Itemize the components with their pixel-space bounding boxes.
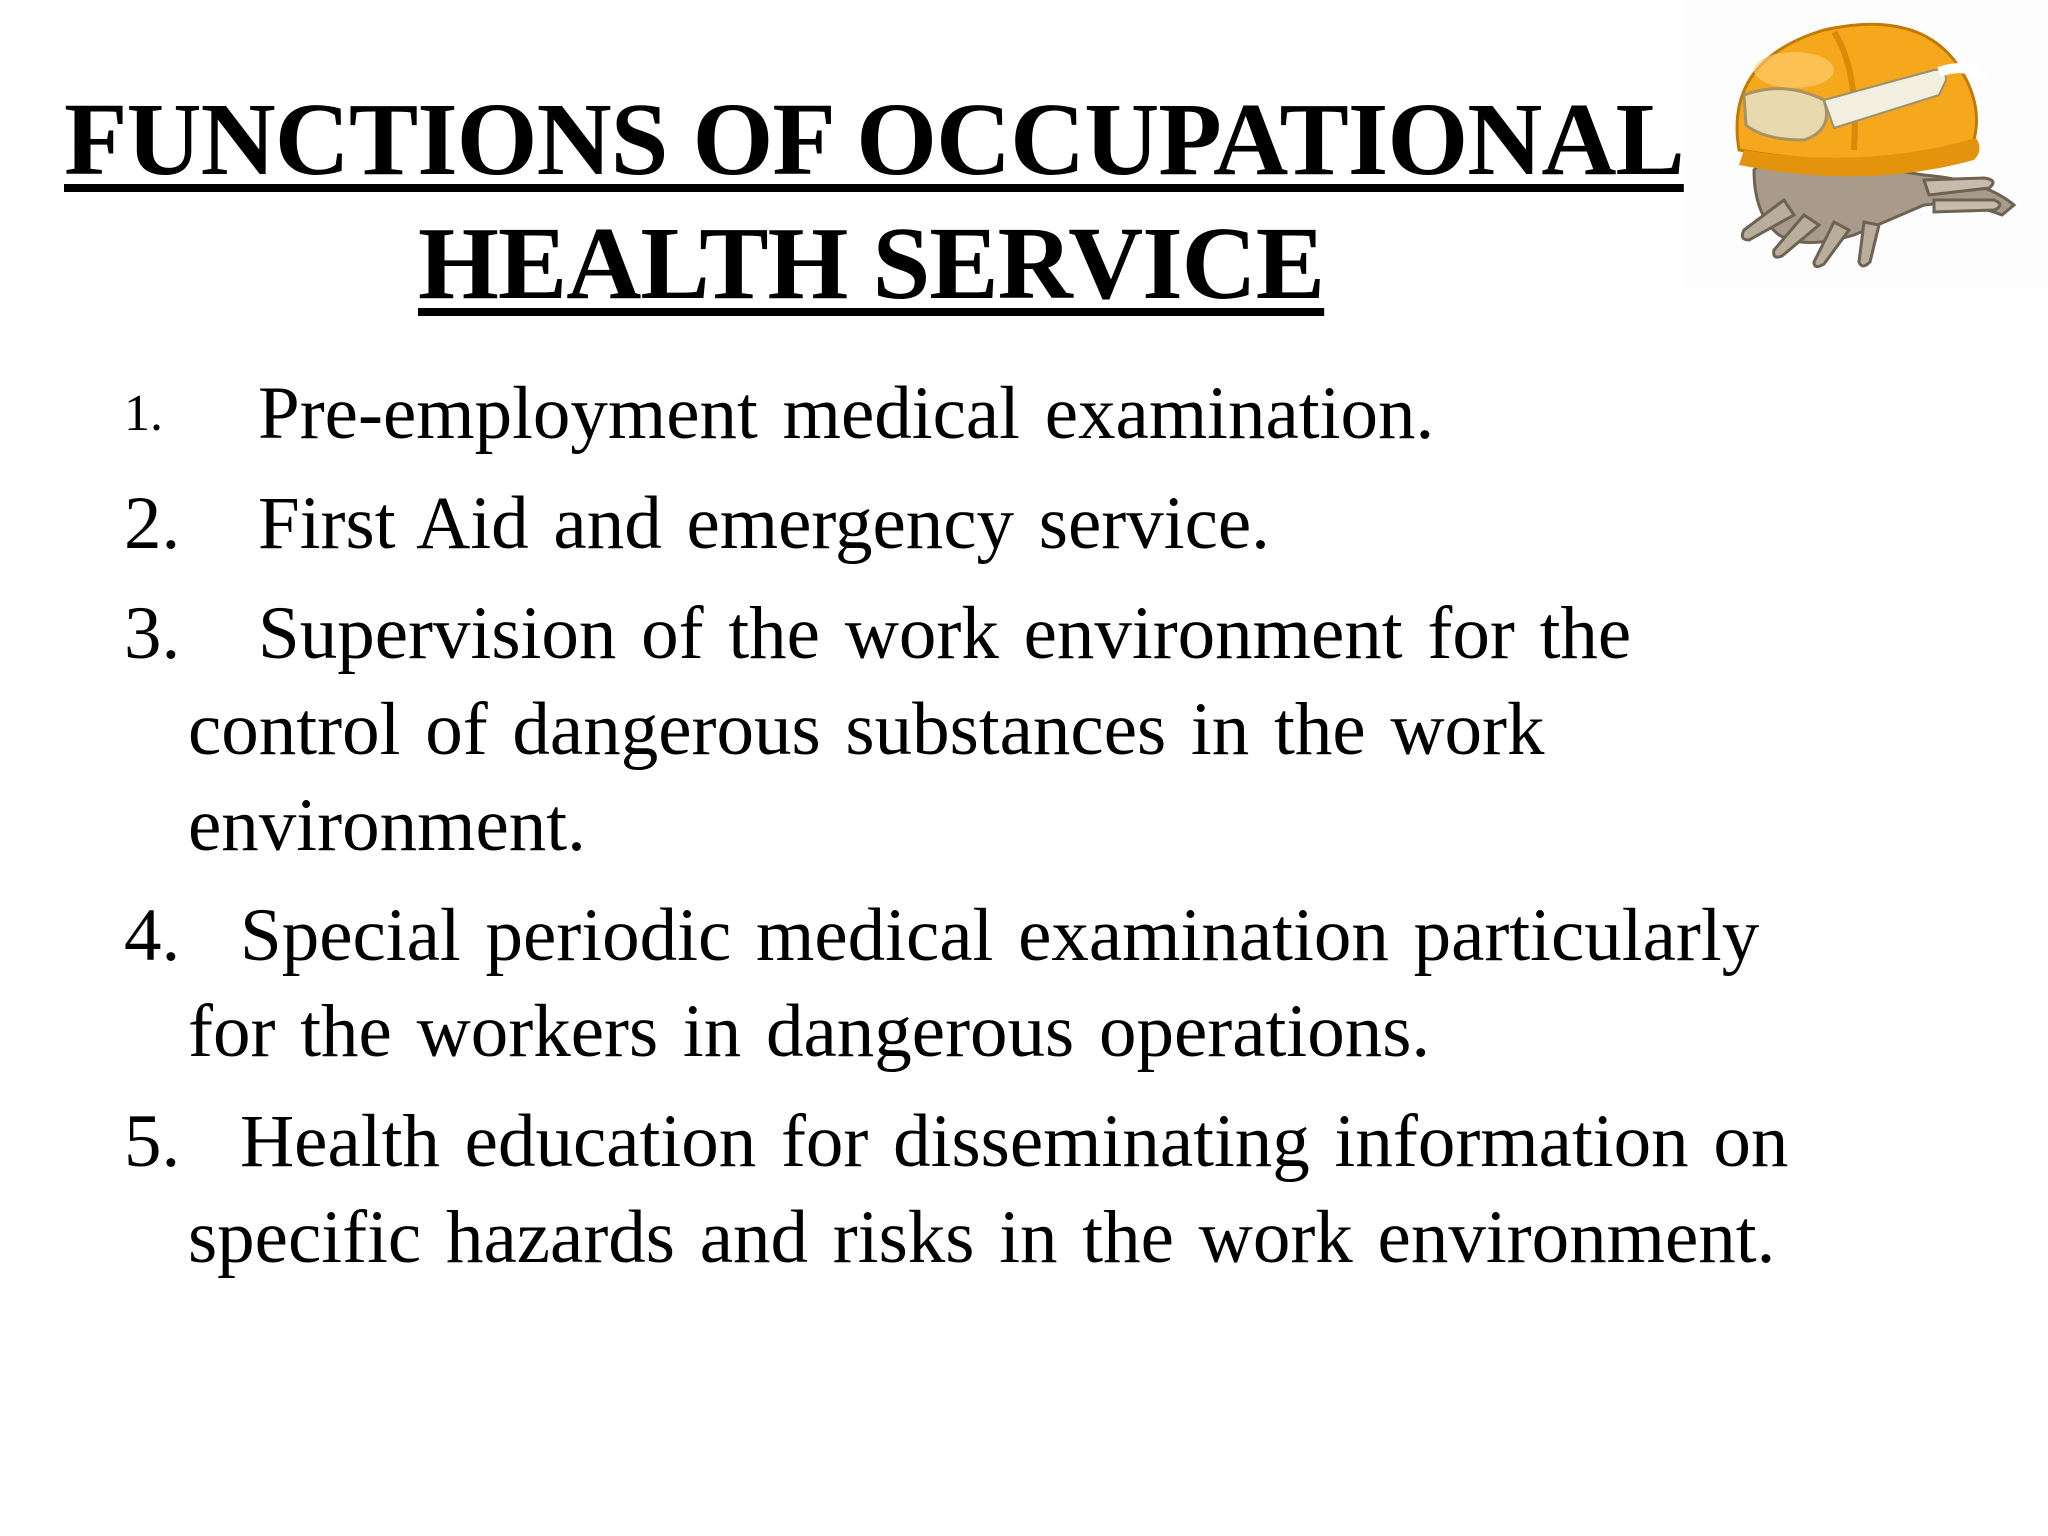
item-text-line: Health education for disseminating information on [240, 1100, 1789, 1183]
item-text-line: environment. [188, 784, 586, 867]
item-text-line: for the workers in dangerous operations. [188, 990, 1431, 1073]
list-item [0, 366, 2048, 462]
functions-list [0, 366, 2048, 1300]
item-number: 3. [124, 592, 181, 675]
item-text-line: control of dangerous substances in the work [188, 688, 1545, 771]
item-text-line: Special periodic medical examination particularly [240, 894, 1760, 977]
item-text-line: First Aid and emergency service. [258, 482, 1270, 565]
list-item [0, 888, 2048, 1080]
item-number: 2. [124, 482, 181, 565]
list-item [0, 1094, 2048, 1286]
item-number: 1. [124, 385, 163, 442]
item-number: 4. [124, 894, 181, 977]
item-number: 5. [124, 1100, 181, 1183]
slide-title [40, 78, 1740, 326]
title-line-2: HEALTH SERVICE [418, 206, 1325, 321]
item-text-line: specific hazards and risks in the work environment. [188, 1196, 1776, 1279]
title-line-1: FUNCTIONS OF OCCUPATIONAL [64, 82, 1684, 197]
list-item [0, 476, 2048, 572]
list-item [0, 586, 2048, 874]
item-text-line: Supervision of the work environment for the [258, 592, 1632, 675]
item-text-line: Pre-employment medical examination. [258, 372, 1435, 455]
hard-hat-goggles-gloves-icon [1684, 0, 2048, 288]
